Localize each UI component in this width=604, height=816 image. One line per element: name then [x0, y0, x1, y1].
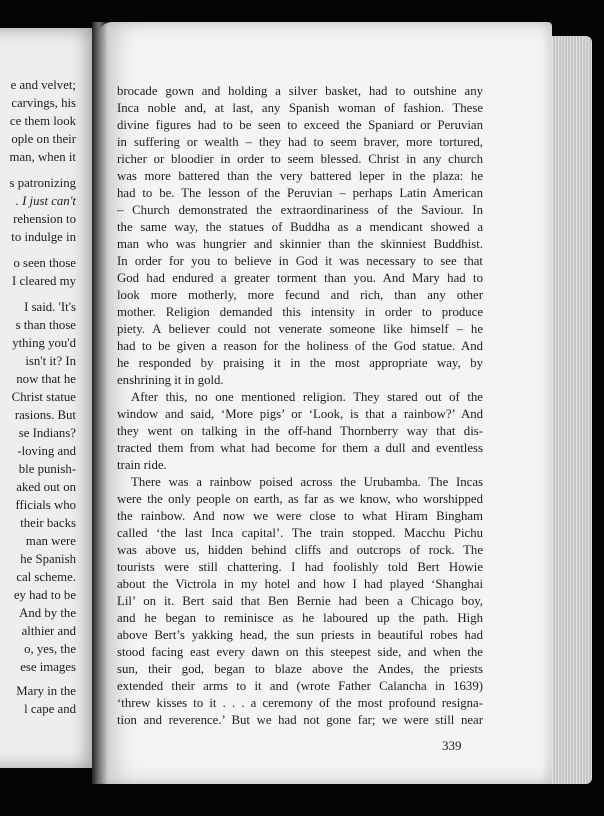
left-page-line: And by the: [19, 606, 76, 620]
text-line: brocade gown and holding a silver basket, had to outshine any: [117, 84, 483, 98]
text-line: Lil’ on it. Bert said that Ben Bernie had been a Chicago boy,: [117, 594, 483, 608]
text-line: above Bert’s yakking head, the sun priests in beautiful robes had: [117, 628, 483, 642]
left-page-line: ything you'd: [12, 336, 76, 350]
text-line: had to be. The lesson of the Peruvian – perhaps Latin American: [117, 186, 483, 200]
left-page-line: he Spanish: [20, 552, 76, 566]
text-line: piety. A believer could not venerate someone like himself – he: [117, 322, 483, 336]
left-page: [0, 28, 102, 768]
text-line: train ride.: [117, 458, 167, 472]
book-gutter: [92, 22, 108, 784]
left-page-line: cal scheme.: [16, 570, 76, 584]
text-line: Inca noble and, at last, any Spanish woman of fashion. These: [117, 101, 483, 115]
left-page-line: I cleared my: [12, 274, 76, 288]
text-line: had to be given a reason for the holiness of the God statue. And: [117, 339, 483, 353]
text-line: divine figures had to be seen to exceed the Spaniard or Peruvian: [117, 118, 483, 132]
text-line: they went on talking in the off-hand Thornberry way that dis-: [117, 424, 483, 438]
text-line: man who was hungrier and skinnier than the skinniest Buddhist.: [117, 237, 483, 251]
left-page-line: ble punish-: [18, 462, 76, 476]
left-page-line: s than those: [15, 318, 76, 332]
text-line: In order for you to believe in God it was necessary to see that: [117, 254, 483, 268]
text-line: called ‘the last Inca capital’. The train stopped. Macchu Pichu: [117, 526, 483, 540]
left-page-line: e and velvet;: [10, 78, 76, 92]
text-line: sun, their god, began to blaze above the Andes, the priests: [117, 662, 483, 676]
text-line: tracted them from what had become for them a dull and eventless: [117, 441, 483, 455]
text-line: look more motherly, more fecund and rich, than any other: [117, 288, 483, 302]
text-line: the rainbow. And now we were close to what Hiram Bingham: [117, 509, 483, 523]
text-line: richer or bloodier in order to seem blessed. Christ in any church: [117, 152, 483, 166]
text-line: and he began to reminisce as he laboured up the path. High: [117, 611, 483, 625]
left-page-line: l cape and: [24, 702, 76, 716]
left-page-line: aked out on: [16, 480, 76, 494]
left-page-line: o seen those: [13, 256, 76, 270]
left-page-line: -loving and: [17, 444, 76, 458]
text-line: he responded by praising it in the most appropriate way, by: [117, 356, 483, 370]
left-page-line: ey had to be: [13, 588, 76, 602]
text-line: in suffering or wealth – they had to seem braver, more tortured,: [117, 135, 483, 149]
left-page-line: Christ statue: [11, 390, 76, 404]
left-page-line: ople on their: [11, 132, 76, 146]
text-line: tion and reverence.’ But we had not gone far; we were still near: [117, 713, 483, 727]
text-line: window and said, ‘More pigs’ or ‘Look, is that a rainbow?’ And: [117, 407, 483, 421]
left-page-line: their backs: [20, 516, 76, 530]
left-page-line: I said. 'It's: [24, 300, 76, 314]
left-page-line: . I just can't: [15, 194, 76, 208]
text-line: There was a rainbow poised across the Urubamba. The Incas: [131, 475, 483, 489]
text-line: about the Victrola in my hotel and how I had played ‘Shanghai: [117, 577, 483, 591]
left-page-line: man were: [25, 534, 76, 548]
text-line: tourists were still chattering. I had foolishly told Bert Howie: [117, 560, 483, 574]
left-page-line: rasions. But: [14, 408, 76, 422]
left-page-line: se Indians?: [18, 426, 76, 440]
text-line: After this, no one mentioned religion. They stared out of the: [131, 390, 483, 404]
text-line: God had endured a greater torment than you. And Mary had to: [117, 271, 483, 285]
left-page-line: man, when it: [9, 150, 76, 164]
left-page-line: to indulge in: [11, 230, 76, 244]
text-line: extended their arms to it and (wrote Father Calancha in 1639): [117, 679, 483, 693]
text-line: enshrining it in gold.: [117, 373, 224, 387]
left-page-line: carvings, his: [11, 96, 76, 110]
text-line: stood facing east every dawn on this steepest side, and when the: [117, 645, 483, 659]
left-page-line: rehension to: [13, 212, 76, 226]
left-page-line: s patronizing: [9, 176, 76, 190]
text-line: mother. Religion demanded this intensity in order to produce: [117, 305, 483, 319]
left-page-line: Mary in the: [16, 684, 76, 698]
left-page-line: ese images: [20, 660, 76, 674]
text-line: was more battered than the very battered leper in the plaza: he: [117, 169, 483, 183]
left-page-line: now that he: [16, 372, 76, 386]
text-line: ‘threw kisses to it . . . a ceremony of the most profound resigna-: [117, 696, 483, 710]
text-line: the same way, the statues of Buddha as a mendicant showed a: [117, 220, 483, 234]
left-page-line: o, yes, the: [24, 642, 76, 656]
left-page-line: fficials who: [15, 498, 76, 512]
left-page-line: althier and: [21, 624, 76, 638]
text-line: – Church demonstrated the extraordinariness of the Saviour. In: [117, 203, 483, 217]
left-page-line: isn't it? In: [25, 354, 76, 368]
text-line: were the only people on earth, as far as we know, who worshipped: [117, 492, 483, 506]
page-number: 339: [442, 738, 462, 753]
text-line: was above us, hidden behind cliffs and outcrops of rock. The: [117, 543, 483, 557]
left-page-line: ce them look: [9, 114, 76, 128]
